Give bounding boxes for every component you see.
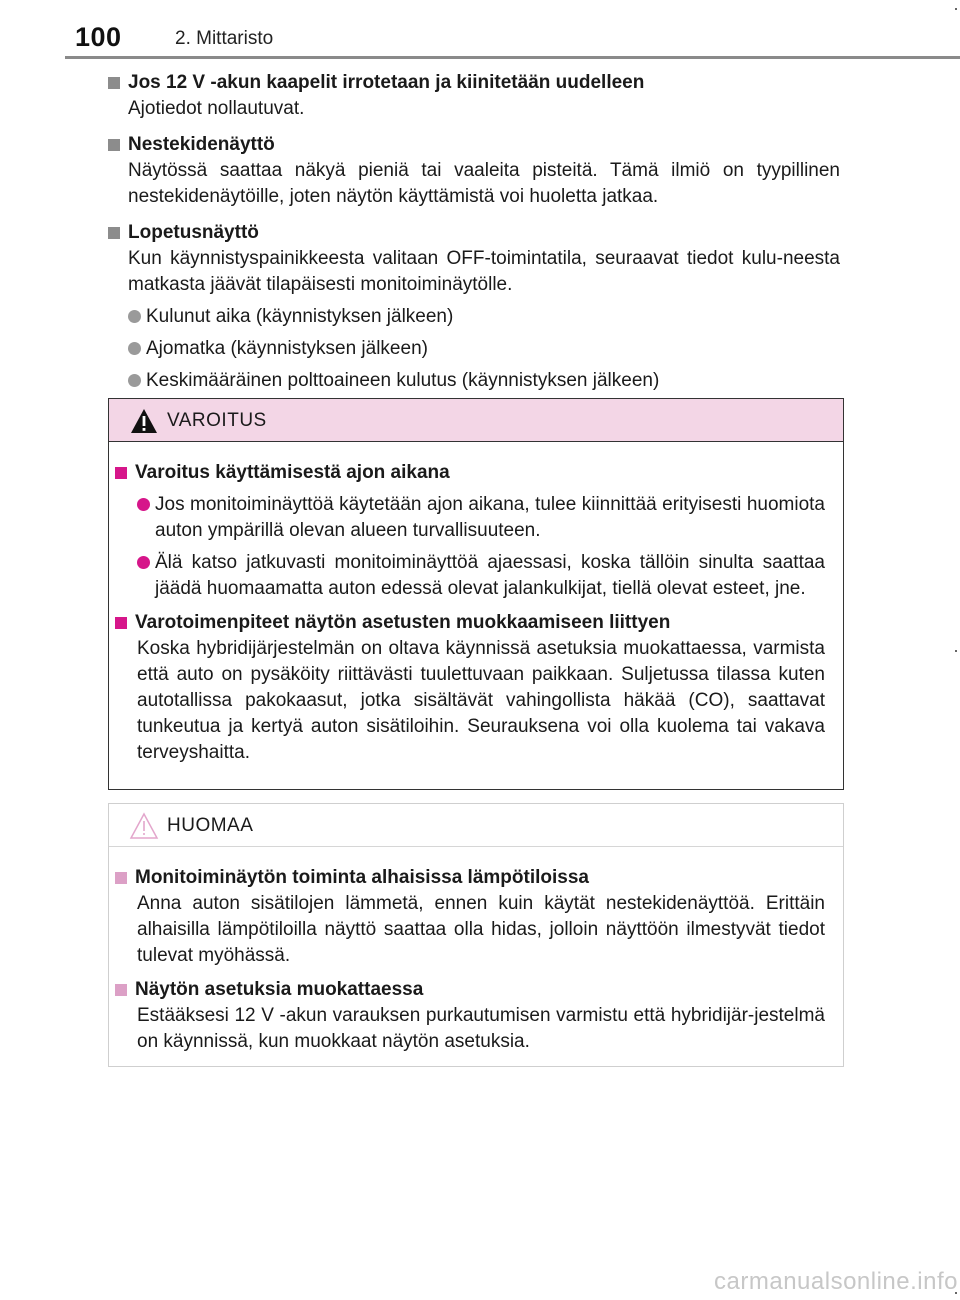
square-bullet-icon [115,872,127,884]
square-bullet-icon [108,139,120,151]
square-bullet-icon [108,77,120,89]
section-body: Kun käynnistyspainikkeesta valitaan OFF-toimintatila, seuraavat tiedot kulu-neesta matkasta jäävät tilapäisesti monitoiminäytölle. [128,248,840,295]
warning-title: VAROITUS [167,410,267,431]
square-bullet-icon [115,467,127,479]
section-body: Estääksesi 12 V -akun varauksen purkautumisen varmistu että hybridijär-jestelmä on käynnissä, kun muokkaat näytön asetuksia. [137,1005,825,1052]
section-heading [115,977,837,1003]
section-heading-text: Monitoiminäytön toiminta alhaisissa lämpötiloissa [135,867,589,888]
list-item-text: Keskimääräinen polttoaineen kulutus (käynnistyksen jälkeen) [146,370,660,391]
list-item [128,304,840,330]
section-heading-text: Varotoimenpiteet näytön asetusten muokkaamiseen liittyen [135,612,671,633]
notice-box-header [109,804,843,847]
section-heading [115,865,837,891]
section-body: Ajotiedot nollautuvat. [128,98,305,119]
warning-box-body [109,442,843,766]
header-rule [65,56,960,59]
section-body: Koska hybridijärjestelmän on oltava käynnissä asetuksia muokattaessa, varmista että auto on pysäköity riittävästi tuulettuvaan paikkaan. Suljetussa tilassa kuten autotallissa pakokaasut, jotka sisältävät vahingollista häkää (CO), saattavat tunkeutua ja kertyä auton sisätiloihin. Seurauksena voi olla kuolema tai vakava terveyshaitta. [137,638,825,763]
section-lcd [108,132,840,210]
section-heading [108,70,840,96]
round-bullet-icon [137,556,150,569]
edge-mark [955,8,957,10]
section-heading-text: Lopetusnäyttö [128,222,259,243]
list-item [137,550,825,602]
section-heading [115,610,837,636]
notice-section [115,865,837,969]
notice-title: HUOMAA [167,815,254,836]
chapter-title: 2. Mittaristo [175,28,274,49]
notice-box [108,803,844,1067]
list-item [128,368,840,394]
warning-section [115,610,837,766]
round-bullet-icon [128,342,141,355]
list-item [137,492,825,544]
section-heading-text: Jos 12 V -akun kaapelit irrotetaan ja kiinitetään uudelleen [128,72,645,93]
square-bullet-icon [108,227,120,239]
list-item-text: Kulunut aika (käynnistyksen jälkeen) [146,306,454,327]
notice-section [115,977,837,1055]
caution-triangle-outline-icon [129,812,159,840]
section-body: Näytössä saattaa näkyä pieniä tai vaaleita pisteitä. Tämä ilmiö on tyypillinen nestekidenäytöille, joten näytön käyttämistä voi huoletta jatkaa. [128,160,840,207]
main-content [108,70,840,404]
round-bullet-icon [128,310,141,323]
section-body: Anna auton sisätilojen lämmetä, ennen kuin käytät nestekidenäyttöä. Erittäin alhaisilla lämpötiloilla näyttö saattaa olla hidas, jolloin näyttöön ilmestyvät tiedot tulevat myöhässä. [137,893,825,966]
list-item [128,336,840,362]
list-item-text: Älä katso jatkuvasti monitoiminäyttöä ajaessasi, koska tällöin sinulta saattaa jäädä huomaamatta auton edessä olevat jalankulkijat, tiellä olevat esteet, jne. [155,552,825,599]
page-number: 100 [75,22,122,52]
warning-box [108,398,844,790]
section-end-screen [108,220,840,394]
section-battery-cables [108,70,840,122]
section-heading [108,132,840,158]
watermark-link[interactable]: carmanualsonline.info [714,1268,958,1295]
page-header [0,0,960,60]
edge-mark [955,650,957,652]
warning-triangle-icon [129,407,159,435]
notice-box-body [109,847,843,1055]
square-bullet-icon [115,617,127,629]
section-heading-text: Varoitus käyttämisestä ajon aikana [135,462,450,483]
round-bullet-icon [128,374,141,387]
section-heading [115,460,837,486]
section-heading-text: Näytön asetuksia muokattaessa [135,979,424,1000]
warning-box-header [109,399,843,442]
warning-section [115,460,837,602]
list-item-text: Ajomatka (käynnistyksen jälkeen) [146,338,428,359]
section-heading [108,220,840,246]
round-bullet-icon [137,498,150,511]
list-item-text: Jos monitoiminäyttöä käytetään ajon aikana, tulee kiinnittää erityisesti huomiota auton ympärillä olevan alueen turvallisuuteen. [155,494,825,541]
section-heading-text: Nestekidenäyttö [128,134,275,155]
square-bullet-icon [115,984,127,996]
